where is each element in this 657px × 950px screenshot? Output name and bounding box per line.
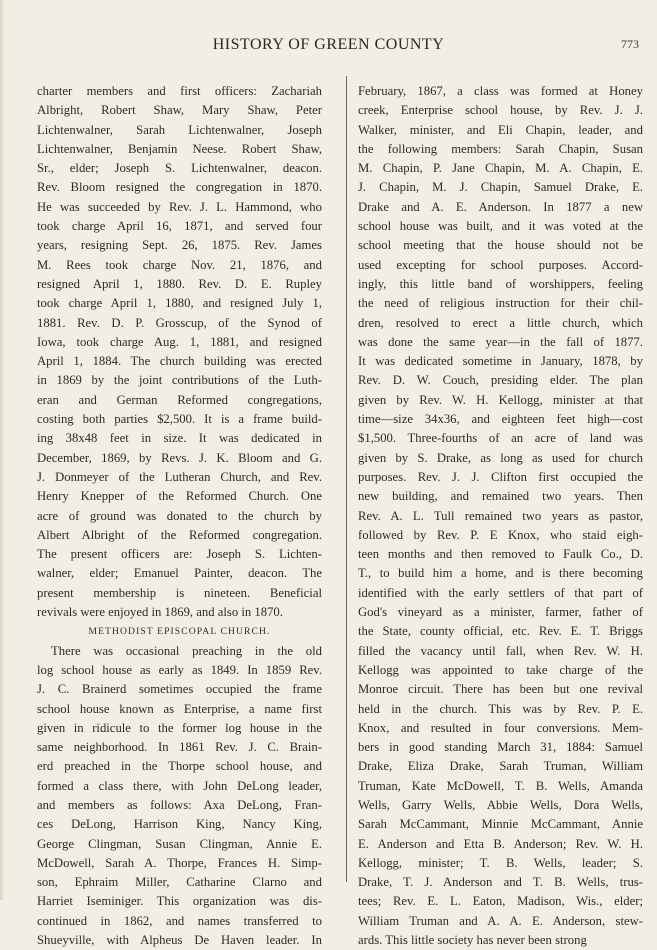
text-line: erd preached in the Thorpe school house, and — [37, 759, 322, 774]
text-line: December, 1869, by Revs. J. K. Bloom and G. — [37, 450, 322, 465]
right-paragraph-1 — [358, 82, 643, 950]
text-line: Rev. Bloom resigned the congregation in 1870. — [37, 180, 322, 195]
text-line: Wells, Garry Wells, Abbie Wells, Dora Wells, — [358, 797, 643, 812]
text-line: Sarah McCammant, Minnie McCammant, Annie — [358, 817, 643, 832]
text-line: revivals were enjoyed in 1869, and also in 1870. — [37, 605, 283, 620]
text-line: Lichtenwalner, Sarah Lichtenwalner, Joseph — [37, 122, 322, 137]
text-line: William Truman and A. A. E. Anderson, stew- — [358, 913, 643, 928]
text-line: followed by Rev. P. E Knox, who staid eigh- — [358, 527, 643, 542]
text-line: February, 1867, a class was formed at Honey — [358, 84, 643, 98]
section-heading: METHODIST EPISCOPAL CHURCH. — [88, 626, 271, 638]
text-line: ces DeLong, Harrison King, Nancy King, — [37, 817, 322, 832]
text-line: ingly, this little band of worshippers, feeling — [358, 276, 643, 291]
left-paragraph-2 — [37, 642, 322, 950]
text-line: and members as follows: Axa DeLong, Fran- — [37, 797, 322, 812]
text-line: log school house as early as 1849. In 1859 Rev. — [37, 662, 322, 677]
text-line: He was succeeded by Rev. J. L. Hammond, who — [37, 199, 322, 214]
text-line: E. Anderson and Etta B. Anderson; Rev. W. H. — [358, 836, 643, 851]
text-line: son, Ephraim Miller, Catharine Clarno and — [37, 875, 322, 890]
running-head — [0, 36, 657, 60]
text-line: teen months and then removed to Faulk Co., D. — [358, 547, 643, 562]
text-line: school house was built, and it was voted at the — [358, 219, 643, 234]
text-line: eran and German Reformed congregations, — [37, 392, 322, 407]
text-line: 1881. Rev. D. P. Grosscup, of the Synod of — [37, 315, 322, 330]
text-line: J. C. Brainerd sometimes occupied the frame — [37, 682, 322, 697]
left-column — [37, 82, 322, 950]
text-line: the following members: Sarah Chapin, Susan — [358, 141, 643, 156]
text-line: M. Rees took charge Nov. 21, 1876, and — [37, 257, 322, 272]
text-line: T., to build him a home, and is there becoming — [358, 566, 643, 581]
text-line: Rev. D. W. Couch, presiding elder. The plan — [358, 373, 643, 388]
text-line: Drake and A. E. Anderson. In 1877 a new — [358, 199, 643, 214]
text-line: It was dedicated sometime in January, 1878, by — [358, 354, 643, 369]
text-line: in 1869 by the joint contributions of the Luth- — [37, 373, 322, 388]
text-line: identified with the early settlers of that part of — [358, 585, 643, 600]
text-line: Shueyville, with Alpheus De Haven leader. In — [37, 933, 322, 948]
text-line: costing both parties $2,500. It is a frame build- — [37, 412, 322, 427]
text-line: ing 38x48 feet in size. It was dedicated in — [37, 431, 322, 446]
text-line: formed a class there, with John DeLong leader, — [37, 778, 322, 793]
text-line: Sr., elder; Joseph S. Lichtenwalner, deacon. — [37, 161, 322, 176]
text-line: same neighborhood. In 1861 Rev. J. C. Brain- — [37, 740, 322, 755]
text-line: Knox, and resulted in four conversions. Mem- — [358, 720, 643, 735]
text-line: Drake, Eliza Drake, Sarah Truman, William — [358, 759, 643, 774]
page-edge-shadow — [0, 0, 5, 900]
text-line: J. Chapin, M. J. Chapin, Samuel Drake, E. — [358, 180, 643, 195]
running-title: HISTORY OF GREEN COUNTY — [212, 36, 445, 53]
text-line: Monroe circuit. There has been but one revival — [358, 682, 643, 697]
text-line: walner, elder; Emanuel Painter, deacon. The — [37, 566, 322, 581]
page-number: 773 — [621, 37, 639, 51]
text-line: continued in 1862, and names transferred to — [37, 913, 322, 928]
text-line: $1,500. Three-fourths of an acre of land was — [358, 431, 643, 446]
text-line: ards. This little society has never been strong — [358, 933, 587, 948]
text-line: Iowa, took charge Aug. 1, 1881, and resigned — [37, 334, 322, 349]
text-line: McDowell, Sarah A. Thorpe, Frances H. Simp- — [37, 855, 322, 870]
text-line: Walker, minister, and Eli Chapin, leader, and — [358, 122, 643, 137]
text-line: God's vineyard as a minister, farmer, father of — [358, 605, 643, 620]
text-line: Henry Knepper of the Reformed Church. One — [37, 489, 322, 504]
text-line: creek, Enterprise school house, by Rev. J. J. — [358, 103, 643, 118]
column-divider — [346, 76, 347, 882]
right-column — [358, 82, 643, 950]
text-line: dren, resolved to erect a little church, which — [358, 315, 643, 330]
text-line: M. Chapin, P. Jane Chapin, M. A. Chapin, E. — [358, 161, 643, 176]
text-line: Lichtenwalner, Benjamin Neese. Robert Shaw, — [37, 141, 322, 156]
text-line: George Clingman, Susan Clingman, Annie E. — [37, 836, 322, 851]
text-line: resigned April 1, 1880. Rev. D. E. Rupley — [37, 276, 322, 291]
text-line: school house known as Enterprise, a name first — [37, 701, 322, 716]
text-line: took charge April 16, 1871, and served four — [37, 219, 322, 234]
text-line: Kellogg, minister; T. B. Wells, leader; S. — [358, 855, 643, 870]
text-line: used excepting for school purposes. Accord- — [358, 257, 643, 272]
text-line: took charge April 1, 1880, and resigned July 1, — [37, 296, 322, 311]
text-line: bers in good standing March 31, 1884: Samuel — [358, 740, 643, 755]
text-line: tees; Rev. E. L. Eaton, Madison, Wis., elder; — [358, 894, 643, 909]
text-line: years, resigning Sept. 26, 1875. Rev. James — [37, 238, 322, 253]
text-line: new building, and remained two years. Then — [358, 489, 643, 504]
text-line: There was occasional preaching in the old — [51, 643, 322, 658]
text-line: was done the same year—in the fall of 1877. — [358, 334, 643, 349]
text-line: given by Rev. W. H. Kellogg, minister at that — [358, 392, 643, 407]
text-line: the State, county official, etc. Rev. E. T. Briggs — [358, 624, 643, 639]
left-paragraph-1 — [37, 82, 322, 622]
text-line: purposes. Rev. J. J. Clifton first occupied the — [358, 469, 643, 484]
text-line: Albert Albright of the Reformed congregation. — [37, 527, 322, 542]
text-line: The present officers are: Joseph S. Lichten- — [37, 547, 322, 562]
text-line: Kellogg was appointed to take charge of the — [358, 662, 643, 677]
text-line: Albright, Robert Shaw, Mary Shaw, Peter — [37, 103, 322, 118]
text-line: Rev. A. L. Tull remained two years as pastor, — [358, 508, 643, 523]
text-line: given in ridicule to the former log house in the — [37, 720, 322, 735]
text-line: Drake, T. J. Anderson and T. B. Wells, trus- — [358, 875, 643, 890]
text-line: present membership is nineteen. Beneficial — [37, 585, 322, 600]
text-line: April 1, 1884. The church building was erected — [37, 354, 322, 369]
text-line: Harriet Iseminiger. This organization was dis- — [37, 894, 322, 909]
text-line: J. Donmeyer of the Lutheran Church, and Rev. — [37, 469, 322, 484]
text-line: filled the vacancy until fall, when Rev. W. H. — [358, 643, 643, 658]
text-line: Truman, Kate McDowell, T. B. Wells, Amanda — [358, 778, 643, 793]
text-line: given by S. Drake, as long as used for church — [358, 450, 643, 465]
text-line: the need of religious instruction for their chil- — [358, 296, 643, 311]
text-line: held in the church. This was by Rev. P. E. — [358, 701, 643, 716]
text-line: charter members and first officers: Zachariah — [37, 84, 322, 98]
text-line: acre of ground was donated to the church by — [37, 508, 322, 523]
text-line: school meeting that the house should not be — [358, 238, 643, 253]
text-line: time—size 34x36, and eighteen feet high—cost — [358, 412, 643, 427]
